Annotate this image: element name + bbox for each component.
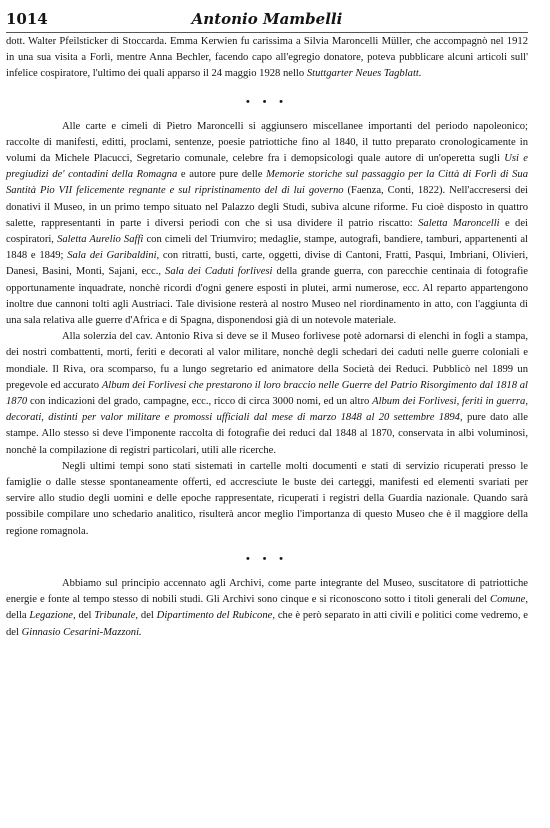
section-separator: • • •: [245, 95, 289, 108]
body-text: [6, 34, 528, 641]
paragraph-3: Alla solerzia del cav. Antonio Riva si deve se il Museo forlivese potè adornarsi di elenchi in fogli a stampa, dei nostri combattenti, morti, feriti e decorati al valor militare, nonchè degli schedari dei caduti nelle guerre coloniali e mondiale. Il Riva, ora scomparso, fu a lungo segretario ed animatore della Società dei Reduci. Pubblicò nel 1899 un pregevole ed accurato Album dei Forlivesi che prestarono il loro braccio nelle Guerre del Patrio Risorgimento dal 1818 al 1870 con indicazioni del grado, campagne, ecc., ricco di circa 3000 nomi, ed un altro Album dei Forlivesi, feriti in guerra, decorati, distinti per valor militare e promossi ufficiali dal mese di marzo 1848 al 20 settembre 1894, pure dato alle stampe. Allo stesso si deve l'imponente raccolta di fotografie dei reduci dal 1848 al 1870, conservata in albi voluminosi, nonchè la compilazione di registri particolari, utili alle ricerche.: [6, 331, 528, 456]
paragraph-4: Negli ultimi tempi sono stati sistemati in cartelle molti documenti e stati di servizio ricuperati presso le famiglie o dalle stesse spontaneamente offerti, ed accresciute le buste dei carteggi, manifesti ed elementi svariati per servire allo studio degli uomini e delle epoche rappresentate, ricuperati i registri della Guardia nazionale. Quando sarà possibile compilare uno schedario analitico, risulterà ancor meglio l'importanza di questo Museo che è il maggiore della regione romagnola.: [6, 460, 528, 537]
page-header: [6, 6, 528, 33]
section-separator: • • •: [245, 552, 289, 565]
paragraph-5: Abbiamo sul principio accennato agli Archivi, come parte integrante del Museo, suscitatore di patriottiche energie e fonte al tempo stesso di nobili studi. Gli Archivi sono cinque e si riconoscono sotto i titoli generali del Comune, della Legazione, del Tribunale, del Dipartimento del Rubicone, che è però separato in atti civili e politici come vedremo, e del Ginnasio Cesarini-Mazzoni.: [6, 577, 528, 638]
paragraph-1: dott. Walter Pfeilsticker di Stoccarda. Emma Kerwien fu carissima a Silvia Maroncelli Müller, che accompagnò nel 1912 in una sua visita a Forlì, mentre Anna Bechler, facendo capo all'egregio donatore, poteva pubblicare alcuni articoli sull' infelice cospiratore, l'ultimo dei quali apparso il 24 maggio 1928 nello Stuttgarter Neues Tagblatt.: [6, 36, 528, 80]
running-head: Antonio Mambelli: [191, 10, 343, 28]
paragraph-2: Alle carte e cimeli di Pietro Maroncelli si aggiunsero miscellanee importanti del periodo napoleonico; raccolte di manifesti, editti, proclami, sentenze, poesie patriottiche fino al 1840, il tutto preparato cronologicamente in volumi da Michele Placucci, Segretario comunale, celebre fra i demopsicologi quale autore di un'operetta sugli Usi e pregiudizi de' contadini della Romagna e autore pure delle Memorie storiche sul passaggio per la Città di Forlì di Sua Santità Pio VII felicemente regnante e sul ripristinamento del di lui governo (Faenza, Conti, 1822). Nell'accresersi dei donativi il Museo, in un primo tempo situato nel Palazzo degli Studi, subiva alcune riforme. Fu cioè disposto in quattro salette, rappresentanti in parte i diversi periodi con che si usa dividere il patrio riscatto: Saletta Maroncelli e dei cospiratori, Saletta Aurelio Saffi con cimeli del Triumviro; medaglie, stampe, autografi, bandiere, tamburi, appartenenti al 1848 e 1849; Sala dei Garibaldini, con ritratti, busti, carte, oggetti, divise di Cantoni, Fratti, Pasqui, Imbriani, Olivieri, Danesi, Basini, Monti, Sajani, ecc., Sala dei Caduti forlivesi della grande guerra, con parecchie centinaia di fotografie opportunamente inquadrate, nonchè ricordi d'ogni genere esposti in plutei, armi numerose, ecc. Al reparto appartengono inoltre due cannoni tolti agli Austriaci. Tale divisione resterà al nostro Museo nel riordinamento in atto, con l'aggiunta di una sala relativa alle guerre d'Africa e di Spagna, disponendosi già di un notevole materiale.: [6, 120, 529, 327]
page-number: 1014: [6, 10, 48, 28]
